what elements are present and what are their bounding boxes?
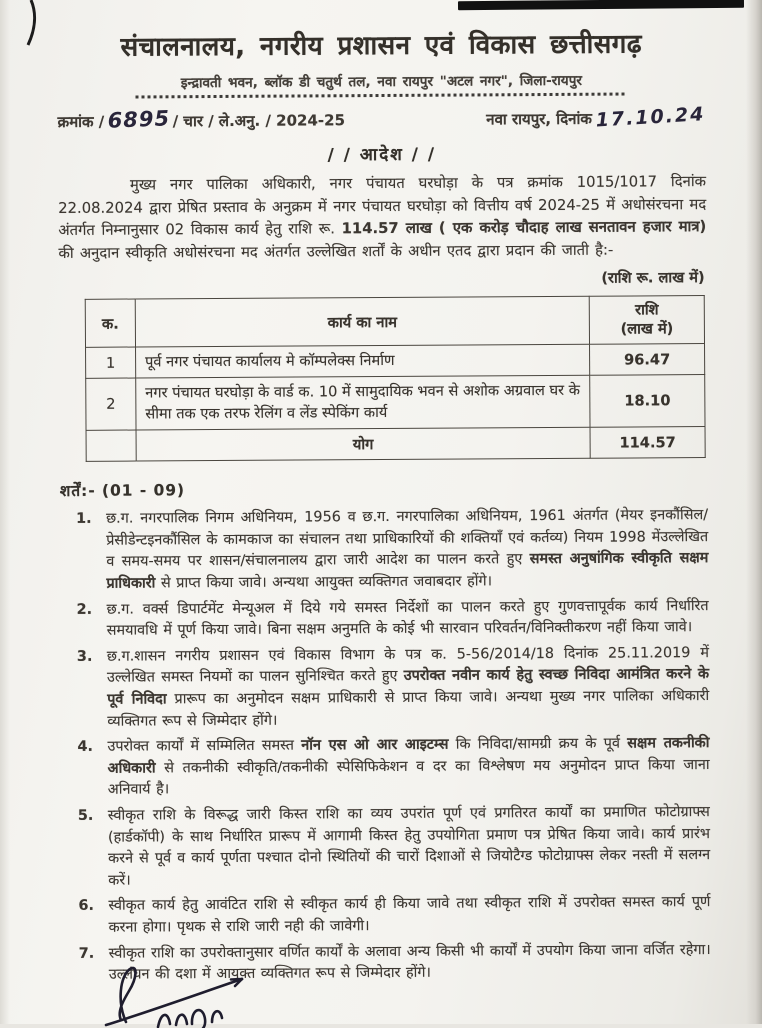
condition-number: 3. [77,647,93,669]
handwritten-date: 17.10.24 [595,104,706,132]
total-label: योग [136,427,590,461]
total-empty-cell [86,430,136,461]
works-table [85,295,706,462]
total-amount: 114.57 [590,427,705,459]
condition-number: 4. [77,737,93,759]
row1-amount: 96.47 [590,343,705,375]
office-address: इन्द्रावती भवन, ब्लॉक डी चतुर्थ तल, नवा रायपुर "अटल नगर", जिला-रायपुर [57,69,705,92]
list-item [61,643,710,733]
conditions-section [60,476,711,987]
reference-number [58,107,346,133]
condition-number: 7. [79,943,95,965]
condition-text-bold: उपरोक्त नवीन कार्य हेतु स्वच्छ निविदा आमंत्रित करने के पूर्व निविदा [107,666,709,707]
place-date-label: नवा रायपुर, दिनांक [486,110,592,129]
header-work-name: कार्य का नाम [135,297,589,347]
list-item [61,733,709,802]
table-header-row [85,296,704,347]
condition-text-bold: समस्त अनुषांगिक स्वीकृति सक्षम प्राधिकारी [106,550,708,591]
reference-suffix: / चार / ले.अनु. / 2024-25 [173,112,345,131]
signature-scribble [86,958,286,1028]
intro-text: मुख्य नगर पालिका अधिकारी, नगर पंचायत घरघोड़ा के पत्र क्रमांक 1015/1017 दिनांक 22.08.2024 द्वारा प्रेषित प्रस्ताव के अनुक्रम में नगर पंचायत घरघोड़ा को वित्तीय वर्ष 2024-25 में अधोसंरचना मद अंतर्गत निम्नानुसार 02 विकास कार्य हेतु राशि रू. [58,173,706,239]
condition-number: 5. [78,806,94,828]
condition-text: छ.ग.शासन नगरीय प्रशासन एवं विकास विभाग के पत्र क. 5-56/2014/18 दिनांक 25.11.2019 में उल्लेखित समस्त नियमों का पालन सुनिश्चित करते हुए [107,645,709,686]
condition-text: से तकनीकी स्वीकृति/तकनीकी स्पेसिफिकेशन व दर का विश्लेषण मय अनुमोदन प्राप्त किया जाना अनिवार्य है। [108,757,710,798]
conditions-list [60,505,711,987]
row1-work-name: पूर्व नगर पंचायत कार्यालय मे कॉम्पलेक्स निर्माण [135,344,589,378]
condition-text-bold: नॉन एस ओ आर आइटम्स [301,737,448,754]
scan-artifact-fold-line [22,0,44,46]
row2-amount: 18.10 [590,375,705,428]
document-content [57,24,711,991]
row2-serial: 2 [86,378,136,430]
table-row [86,375,705,431]
dotted-separator [135,93,627,99]
page-edge-shadow-right [746,0,762,1024]
amount-unit-note: (राशि रू. लाख में) [59,267,705,291]
header-serial-number: क. [85,299,135,347]
order-heading: / / आदेश / / [58,140,706,167]
table-total-row [86,427,705,462]
condition-text: स्वीकृत राशि के विरूद्ध जारी किस्त राशि का व्यय उपरांत पूर्ण एवं प्रगतिरत कार्यों का प्रमाणित फोटोग्राफ्स (हार्डकॉपी) के साथ निर्धारित प्रारूप में आगामी किस्त हेतु उपयोगिता प्रमाण पत्र प्रेषित किया जावे। कार्य प्रारंभ करने से पूर्व व कार्य पूर्णता पश्चात दोनो स्थितियों की चारों दिशाओं से जियोटैग्ड फोटोग्राफ्स लेकर नस्ती में सलग्न करें। [108,804,710,889]
list-item [60,505,709,595]
reference-line [58,104,706,132]
list-item [61,596,709,643]
order-intro-paragraph [58,171,707,265]
intro-text-tail: की अनुदान स्वीकृति अधोसंरचना मद अंतर्गत उल्लेखित शर्तों के अधीन एतद द्वारा प्रदान की जाती है:- [58,241,613,261]
condition-number: 6. [78,896,94,918]
place-and-date [486,106,706,129]
header-amount-line2: (लाख में) [621,320,674,337]
header-amount [589,296,704,344]
condition-text: उपरोक्त कार्यों में सम्मिलित समस्त [107,738,301,755]
condition-text-bold: सक्षम तकनीकी अधिकारी [108,735,710,776]
condition-text: छ.ग. नगरपालिक निगम अधिनियम, 1956 व छ.ग. नगरपालिका अधिनियम, 1961 अंतर्गत (मेयर इनकौंसिल/प्रेसीडेन्टइनकौंसिल के कामकाज का संचालन तथा प्राधिकारियों की शक्तियाँ एवं कर्तव्य) नियम 1998 मेंउल्लेखित व समय-समय पर शासन/संचालनालय द्वारा जारी आदेश का पालन करते हुए [106,507,708,570]
condition-text: से प्राप्त किया जावे। अन्यथा आयुक्त व्यक्तिगत जवाबदार होंगे। [155,573,492,591]
header-amount-line1: राशि [635,302,659,319]
reference-label: क्रमांक / [58,113,105,131]
table-row [86,343,705,378]
condition-text: स्वीकृत कार्य हेतु आवंटित राशि से स्वीकृत कार्य ही किया जावे तथा स्वीकृत राशि में उपरोक्त समस्त कार्य पूर्ण करना होगा। पृथक से राशि जारी नही की जावेगी। [108,894,710,935]
condition-text: कि निविदा/सामग्री क्रय के पूर्व [448,736,627,753]
scan-artifact-top-bar [458,0,744,10]
condition-text: छ.ग. वर्क्स डिपार्टमेंट मेन्यूअल में दिये गये समस्त निर्देशों का पालन करते हुए गुणवत्तापूर्वक कार्य निर्धारित समयावधि में पूर्ण किया जावे। बिना सक्षम अनुमति के कोई भी सारवान परिवर्तन/विनिक्तीकरण नहीं किया जावे। [107,598,709,639]
conditions-heading: शर्तें:- (01 - 09) [60,476,708,501]
condition-text: प्रारूप का अनुमोदन सक्षम प्राधिकारी से प्राप्त किया जावे। अन्यथा मुख्य नगर पालिका अधिकारी व्यक्तिगत रूप से जिम्मेदार होंगे। [107,688,709,729]
condition-number: 2. [77,599,93,621]
handwritten-reference-number: 6895 [107,107,170,134]
condition-number: 1. [76,509,92,531]
intro-amount-bold: 114.57 लाख ( एक करोड़ चौदाह लाख सनतावन हजार मात्र) [342,218,707,237]
list-item [62,892,710,939]
page-edge-shadow-left [0,0,10,1024]
condition-text: स्वीकृत राशि का उपरोक्तानुसार वर्णित कार्यों के अलावा अन्य किसी भी कार्यों में उपयोग किया जाना वर्जित रहेगा। उल्लंघन की दशा में आयुक्त व्यक्तिगत रूप से जिम्मेदार होंगे। [109,942,711,983]
list-item [62,802,711,892]
page-title: संचालनालय, नगरीय प्रशासन एवं विकास छत्तीसगढ़ [57,24,705,64]
row2-work-name: नगर पंचायत घरघोड़ा के वार्ड क. 10 में सामुदायिक भवन से अशोक अग्रवाल घर के सीमा तक एक तरफ रेलिंग व लेंड स्पेकिंग कार्य [136,375,590,430]
row1-serial: 1 [86,347,136,379]
